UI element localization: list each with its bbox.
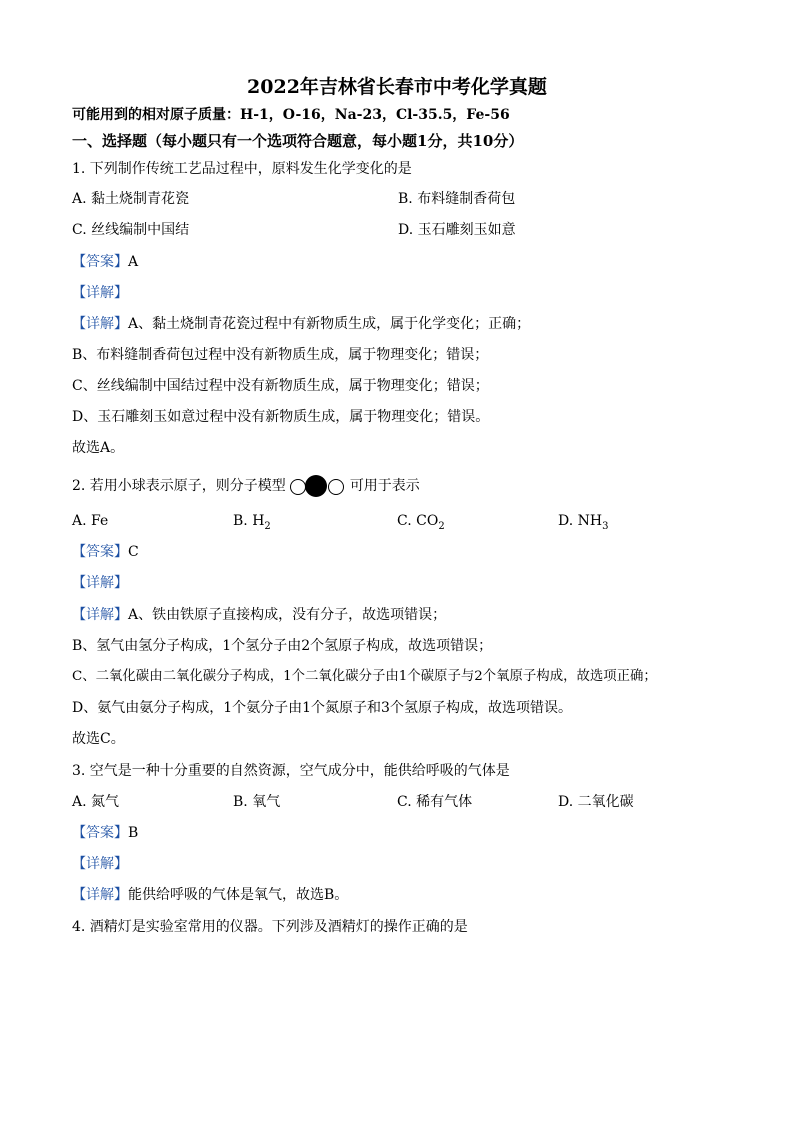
- q2-option-c: C. $CO_2$: [397, 513, 445, 532]
- q1-option-a: A. 黏土烧制青花瓷: [72, 191, 190, 207]
- q3-option-b: B. 氧气: [233, 794, 281, 810]
- q1-conclusion: 故选A。: [72, 440, 125, 456]
- q3-option-c: C. 稀有气体: [397, 794, 473, 810]
- q2-option-a: A. Fe: [72, 513, 109, 529]
- q3-detail-heading: 【详解】: [72, 856, 128, 872]
- q2-answer: [72, 543, 139, 561]
- answer-tag: 【答案】: [72, 544, 128, 560]
- q1-answer: [72, 253, 138, 271]
- section-heading: 一、选择题（每小题只有一个选项符合题意，每小题1分，共10分）: [72, 132, 524, 150]
- page-title: 2022年吉林省长春市中考化学真题: [247, 76, 547, 98]
- q2-stem-after: 可用于表示: [349, 478, 420, 494]
- q2-explanation-d: D、氨气由氨分子构成，1个氨分子由1个氮原子和3个氢原子构成，故选项错误。: [72, 700, 572, 716]
- q1-detail-heading: 【详解】: [72, 285, 128, 301]
- q1-explanation-b: B、布料缝制香荷包过程中没有新物质生成，属于物理变化；错误；: [72, 347, 489, 363]
- detail-tag: 【详解】: [72, 607, 128, 623]
- answer-tag: 【答案】: [72, 254, 128, 270]
- q2-option-d: D. $NH_3$: [558, 513, 609, 532]
- q2-detail-heading: 【详解】: [72, 575, 128, 591]
- detail-tag: 【详解】: [72, 887, 128, 903]
- molecule-model-icon: [290, 475, 346, 497]
- q1-option-c: C. 丝线编制中国结: [72, 222, 190, 238]
- q3-explanation: [72, 886, 348, 904]
- q3-answer: [72, 824, 138, 842]
- explanation-text: 能供给呼吸的气体是氧气，故选B。: [128, 887, 349, 903]
- q2-explanation-c: C、二氧化碳由二氧化碳分子构成，1个二氧化碳分子由1个碳原子与2个氧原子构成，故选项正确；: [72, 669, 657, 684]
- q1-option-d: D. 玉石雕刻玉如意: [398, 222, 516, 238]
- answer-value: C: [128, 544, 139, 560]
- q1-explanation-a: [72, 315, 530, 333]
- explanation-text: A、铁由铁原子直接构成，没有分子，故选项错误；: [128, 607, 447, 623]
- q3-option-d: D. 二氧化碳: [558, 794, 634, 810]
- q2-explanation-b: B、氢气由氢分子构成，1个氢分子由2个氢原子构成，故选项错误；: [72, 638, 493, 654]
- answer-value: B: [128, 825, 139, 841]
- detail-tag: 【详解】: [72, 316, 128, 332]
- q1-option-b: B. 布料缝制香荷包: [398, 191, 516, 207]
- q2-option-b: B. $H_2$: [233, 513, 271, 532]
- q3-option-a: A. 氮气: [72, 794, 120, 810]
- explanation-text: A、黏土烧制青花瓷过程中有新物质生成，属于化学变化；正确；: [128, 316, 531, 332]
- question-2-stem: [72, 475, 420, 497]
- q1-explanation-d: D、玉石雕刻玉如意过程中没有新物质生成，属于物理变化；错误。: [72, 409, 490, 425]
- answer-tag: 【答案】: [72, 825, 128, 841]
- question-4-stem: 4. 酒精灯是实验室常用的仪器。下列涉及酒精灯的操作正确的是: [72, 919, 468, 935]
- question-3-stem: 3. 空气是一种十分重要的自然资源，空气成分中，能供给呼吸的气体是: [72, 763, 510, 779]
- q2-conclusion: 故选C。: [72, 731, 125, 747]
- q2-explanation-a: [72, 606, 446, 624]
- atomic-masses: 可能用到的相对原子质量：H-1，O-16，Na-23，Cl-35.5，Fe-56: [72, 107, 510, 123]
- answer-value: A: [128, 254, 139, 270]
- q2-stem-before: 2. 若用小球表示原子，则分子模型: [72, 478, 286, 494]
- q1-explanation-c: C、丝线编制中国结过程中没有新物质生成，属于物理变化；错误；: [72, 378, 489, 394]
- question-1-stem: 1. 下列制作传统工艺品过程中，原料发生化学变化的是: [72, 161, 412, 177]
